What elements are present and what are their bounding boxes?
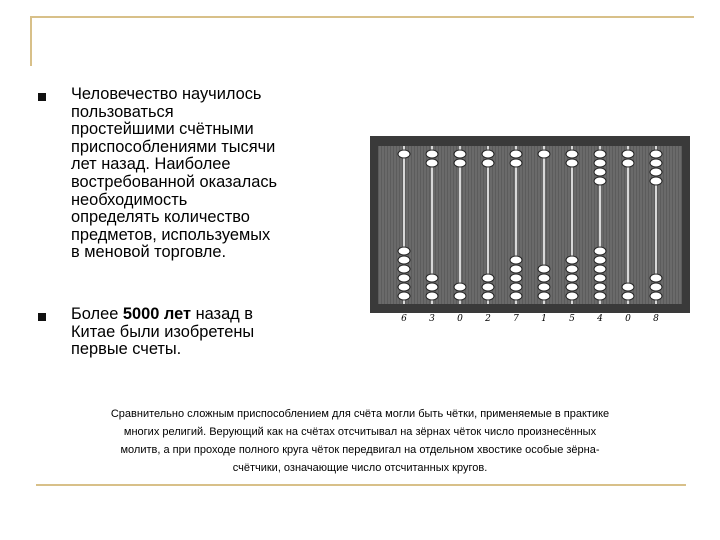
abacus-bead [398, 265, 410, 273]
abacus-bead [398, 150, 410, 158]
abacus-digit: 5 [569, 314, 575, 324]
abacus-bead [594, 247, 606, 255]
abacus-bead [650, 159, 662, 167]
abacus-bead [566, 256, 578, 264]
abacus-bead [454, 283, 466, 291]
bullet-line: приспособлениями тысячи [71, 137, 276, 156]
abacus-bead [650, 177, 662, 185]
abacus-bead [566, 283, 578, 291]
abacus-bead [510, 150, 522, 158]
text-prefix: Более [71, 305, 123, 323]
abacus-bead [510, 283, 522, 291]
abacus-digit: 2 [485, 314, 491, 324]
paragraph-line: многих религий. Верующий как на счётах отсчитывал на зёрнах чёток число произнесённых [123, 426, 597, 438]
abacus-bead [622, 159, 634, 167]
bullet-line: простейшими счётными [71, 120, 254, 139]
abacus-bead [426, 159, 438, 167]
paragraph-line: Сравнительно сложным приспособлением для счёта могли быть чётки, применяемые в практике [110, 408, 610, 420]
abacus-bead [594, 150, 606, 158]
abacus-digit: 1 [541, 314, 547, 324]
bullet-line: Китае были изобретены [71, 322, 255, 341]
bullet-text-1 [71, 86, 329, 262]
rosary-paragraph [36, 405, 684, 477]
abacus-bead [454, 292, 466, 300]
abacus-bead [482, 283, 494, 291]
abacus-digit: 8 [653, 314, 659, 324]
abacus-bead [482, 159, 494, 167]
abacus-bead [538, 283, 550, 291]
abacus-bead [482, 150, 494, 158]
abacus-bead [594, 177, 606, 185]
abacus-bead [538, 274, 550, 282]
bullet-line [71, 306, 329, 324]
bullet-text-2 [71, 306, 329, 359]
abacus-bead [650, 292, 662, 300]
abacus-bead [594, 292, 606, 300]
abacus-bead [398, 247, 410, 255]
bullet-line: Человечество научилось [71, 85, 262, 103]
paragraph-line: счётчики, означающие число отсчитанных кругов. [232, 462, 488, 474]
abacus-bead [650, 283, 662, 291]
abacus-digit: 0 [457, 314, 463, 324]
bullet-line: пользоваться [71, 102, 174, 121]
bullet-line: определять количество [71, 208, 250, 227]
text-suffix: назад в [191, 305, 254, 323]
abacus-bead [622, 150, 634, 158]
abacus-bead [454, 150, 466, 158]
abacus-bead [426, 150, 438, 158]
bullet-line: первые счеты. [71, 340, 182, 359]
abacus-bead [650, 150, 662, 158]
abacus-digits [382, 314, 682, 328]
bullet-line: необходимость [71, 190, 188, 209]
abacus-bead [594, 168, 606, 176]
abacus-bead [510, 265, 522, 273]
abacus-bead [398, 274, 410, 282]
abacus-bead [594, 274, 606, 282]
top-rule [30, 16, 694, 18]
abacus-image [370, 136, 690, 313]
abacus-bead [426, 274, 438, 282]
paragraph-line: молитв, а при проходе полного круга чёток передвигал на отдельном хвостике особые зёрна- [120, 444, 600, 456]
abacus-bead [426, 292, 438, 300]
abacus-bead [566, 150, 578, 158]
abacus-bead [622, 292, 634, 300]
abacus-digit: 6 [401, 314, 407, 324]
bullet-line: востребованной оказалась [71, 172, 278, 191]
abacus-bead [510, 274, 522, 282]
bottom-rule [36, 484, 686, 486]
abacus-bead [566, 159, 578, 167]
bullet-square-icon [38, 313, 46, 321]
bullet-line: предметов, используемых [71, 225, 271, 244]
abacus-bead [510, 256, 522, 264]
abacus-digit: 0 [625, 314, 631, 324]
bold-years: 5000 лет [122, 305, 192, 323]
abacus-bead [426, 283, 438, 291]
abacus-bead [398, 256, 410, 264]
abacus-bead [482, 274, 494, 282]
abacus-bead [594, 265, 606, 273]
abacus-bead [398, 283, 410, 291]
abacus-bead [594, 283, 606, 291]
abacus-bead [454, 159, 466, 167]
abacus-digit: 4 [597, 314, 603, 324]
abacus-bead [566, 292, 578, 300]
abacus-bead [650, 274, 662, 282]
abacus-bead [538, 150, 550, 158]
left-rule [30, 16, 32, 66]
bullet-line: в меновой торговле. [71, 243, 227, 262]
bullet-line: лет назад. Наиболее [71, 155, 231, 174]
abacus-bead [510, 159, 522, 167]
abacus-bead [622, 283, 634, 291]
abacus-bead [538, 265, 550, 273]
abacus-digit: 3 [429, 314, 435, 324]
abacus-bead [482, 292, 494, 300]
abacus-bead [594, 256, 606, 264]
abacus-bead [398, 292, 410, 300]
abacus-bead [566, 274, 578, 282]
bullet-square-icon [38, 93, 46, 101]
abacus-digit: 7 [513, 314, 519, 324]
abacus-bead [594, 159, 606, 167]
abacus-bead [566, 265, 578, 273]
abacus-bead [510, 292, 522, 300]
abacus-bead [538, 292, 550, 300]
abacus-bead [650, 168, 662, 176]
